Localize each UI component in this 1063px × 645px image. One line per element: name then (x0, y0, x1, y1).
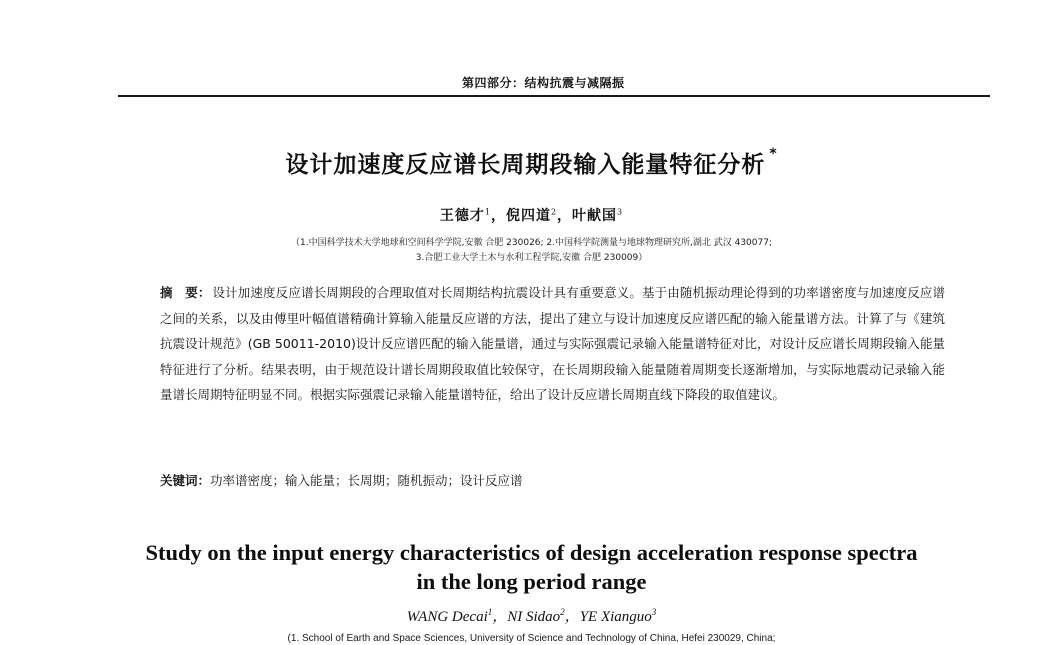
chinese-title (0, 146, 1063, 179)
author-en-affil-mark: 2 (560, 607, 565, 617)
author-en-name: YE Xianguo (579, 609, 652, 625)
english-title-line-1: Study on the input energy characteristics of design acceleration response spectra (145, 540, 918, 565)
chinese-authors (0, 205, 1063, 225)
author-separator: ， (557, 208, 573, 224)
author-zh-affil-mark: 1 (484, 207, 491, 217)
author-en-affil-mark: 1 (487, 607, 493, 617)
author-separator: ， (490, 208, 506, 224)
author-en-name: WANG Decai (406, 609, 488, 625)
english-affiliation-line-1: (1. School of Earth and Space Sciences, University of Science and Technology of China, Hefei 230029, China; (287, 633, 776, 644)
abstract-label: 摘 要： (160, 285, 211, 300)
english-title-line-2: in the long period range (416, 569, 647, 594)
chinese-keywords (160, 471, 945, 489)
author-en-affil-mark: 3 (651, 607, 657, 617)
author-zh-affil-mark: 3 (617, 207, 624, 217)
chinese-title-text: 设计加速度反应谱长周期段输入能量特征分析 (285, 152, 766, 178)
author-zh-name: 叶献国 (572, 208, 618, 224)
abstract-text: 设计加速度反应谱长周期段的合理取值对长周期结构抗震设计具有重要意义。基于由随机振动理论得到的功率谱密度与加速度反应谱之间的关系，以及由傅里叶幅值谱精确计算输入能量反应谱的方法，提出了建立与设计加速度反应谱匹配的输入能量谱方法。计算了与《建筑抗震设计规范》(GB 50011-2010)设计反应谱匹配的输入能量谱，通过与实际强震记录输入能量谱特征对比，对设计反应谱长周期段输入能量特征进行了分析。结果表明，由于规范设计谱长周期段取值比较保守，在长周期段输入能量随着周期变长逐渐增加，与实际地震动记录输入能量谱长周期特征明显不同。根据实际强震记录输入能量谱特征，给出了设计反应谱长周期直线下降段的取值建议。 (160, 285, 945, 402)
chinese-abstract (160, 280, 945, 408)
chinese-affiliation-line-2: 3.合肥工业大学土木与水利工程学院,安徽 合肥 230009） (415, 253, 648, 263)
author-zh-affil-mark: 2 (550, 207, 558, 217)
title-footnote-mark: * (769, 146, 778, 162)
author-separator: ， (564, 609, 580, 625)
author-zh-name: 王德才 (439, 208, 485, 224)
author-zh-name: 倪四道 (505, 208, 551, 224)
author-en-name: NI Sidao (507, 609, 561, 625)
keywords-label: 关键词： (160, 473, 211, 488)
chinese-affiliation-line-1: （1.中国科学技术大学地球和空间科学学院,安徽 合肥 230026; 2.中国科学院测量与地球物理研究所,湖北 武汉 430077; (291, 238, 772, 248)
english-title (0, 538, 1063, 596)
header-rule (118, 95, 990, 97)
keywords-text: 功率谱密度；输入能量；长周期；随机振动；设计反应谱 (210, 473, 523, 488)
english-authors (0, 605, 1063, 626)
author-separator: ， (492, 609, 508, 625)
running-header: 第四部分：结构抗震与减隔振 (462, 76, 625, 90)
